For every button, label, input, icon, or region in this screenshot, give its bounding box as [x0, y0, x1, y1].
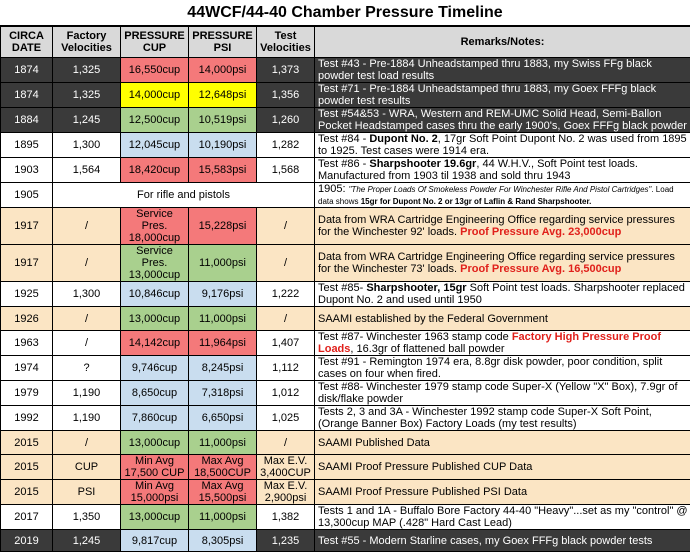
test-cell: 1,260 [257, 108, 315, 133]
date-cell: 1963 [1, 331, 53, 356]
date-cell: 2015 [1, 480, 53, 505]
table-row [1, 307, 690, 331]
notes-text: , 16.3gr of flattened ball powder [350, 343, 504, 355]
date-cell: 1874 [1, 58, 53, 83]
notes-text: . Load data shows [318, 185, 674, 206]
date-cell: 1979 [1, 381, 53, 406]
table-row [1, 58, 690, 83]
psi-cell: Max Avg 18,500CUP [189, 455, 257, 480]
date-cell: 1874 [1, 83, 53, 108]
test-cell: / [257, 208, 315, 245]
date-cell: 1895 [1, 133, 53, 158]
notes-text: Test #84 - [318, 133, 369, 145]
col-header-notes: Remarks/Notes: [315, 27, 690, 58]
notes-cell [315, 183, 690, 208]
table-row [1, 431, 690, 455]
cup-cell: 10,846cup [121, 282, 189, 307]
notes-cell: Test #54&53 - WRA, Western and REM-UMC Solid Head, Semi-Ballon Pocket Headstamped cases thru the early 1900's, Goex FFFg black powder [315, 108, 690, 133]
psi-cell: 8,245psi [189, 356, 257, 381]
psi-cell: 6,650psi [189, 406, 257, 431]
notes-cell: Tests 2, 3 and 3A - Winchester 1992 stamp code Super-X Soft Point, (Orange Banner Box) Factory Loads (my test results) [315, 406, 690, 431]
date-cell: 1926 [1, 307, 53, 331]
psi-cell: 14,000psi [189, 58, 257, 83]
psi-cell: 7,318psi [189, 381, 257, 406]
factory-cell: CUP [53, 455, 121, 480]
factory-cell: / [53, 431, 121, 455]
col-header-psi: PRESSURE PSI [189, 27, 257, 58]
factory-cell: / [53, 307, 121, 331]
cup-cell: 12,045cup [121, 133, 189, 158]
notes-cell: Test #71 - Pre-1884 Unheadstamped thru 1883, my Goex FFFg black powder test results [315, 83, 690, 108]
factory-cell: / [53, 331, 121, 356]
table-row [1, 331, 690, 356]
psi-cell: 11,000psi [189, 307, 257, 331]
page-title: 44WCF/44-40 Chamber Pressure Timeline [0, 0, 690, 26]
notes-cell: Test #88- Winchester 1979 stamp code Super-X (Yellow "X" Box), 7.9gr of disk/flake powder [315, 381, 690, 406]
notes-text: 1905: [318, 183, 349, 195]
cup-cell: 12,500cup [121, 108, 189, 133]
factory-cell: 1,300 [53, 282, 121, 307]
psi-cell: 12,648psi [189, 83, 257, 108]
notes-text: , 17gr Soft Point Dupont No. 2 was used from 1895 to 1925. Test cases were 1914 era. [318, 133, 687, 157]
table-row [1, 133, 690, 158]
factory-cell: PSI [53, 480, 121, 505]
date-cell: 1992 [1, 406, 53, 431]
psi-cell: 15,583psi [189, 158, 257, 183]
factory-cell: 1,350 [53, 505, 121, 530]
factory-cell: 1,190 [53, 381, 121, 406]
table-row [1, 356, 690, 381]
factory-cell: / [53, 208, 121, 245]
cup-cell: 9,817cup [121, 530, 189, 552]
notes-cell: SAAMI Proof Pressure Published PSI Data [315, 480, 690, 505]
factory-cell: 1,564 [53, 158, 121, 183]
table-row [1, 455, 690, 480]
date-cell: 1905 [1, 183, 53, 208]
cup-cell: Min Avg 17,500 CUP [121, 455, 189, 480]
test-cell: 1,112 [257, 356, 315, 381]
notes-cell [315, 158, 690, 183]
table-row [1, 530, 690, 552]
notes-highlight: Proof Pressure Avg. 16,500cup [460, 263, 621, 275]
notes-cell: SAAMI Published Data [315, 431, 690, 455]
psi-cell: 8,305psi [189, 530, 257, 552]
notes-cell: Test #43 - Pre-1884 Unheadstamped thru 1883, my Swiss FFg black powder test load results [315, 58, 690, 83]
cup-cell: 13,000cup [121, 505, 189, 530]
cup-cell: 14,000cup [121, 83, 189, 108]
psi-cell: 10,519psi [189, 108, 257, 133]
date-cell: 1903 [1, 158, 53, 183]
col-header-factory: Factory Velocities [53, 27, 121, 58]
factory-cell: 1,245 [53, 108, 121, 133]
date-cell: 2019 [1, 530, 53, 552]
header-row [1, 27, 690, 58]
factory-cell: 1,245 [53, 530, 121, 552]
psi-cell: 15,228psi [189, 208, 257, 245]
cup-cell: 9,746cup [121, 356, 189, 381]
cup-cell: 8,650cup [121, 381, 189, 406]
notes-text: Soft Point test loads. Sharpshooter replaced Dupont No. 2 and used until 1950 [318, 282, 685, 306]
col-header-date: CIRCA DATE [1, 27, 53, 58]
test-cell: Max E.V. 3,400CUP [257, 455, 315, 480]
notes-bold: Sharpshooter 19.6gr [369, 158, 476, 170]
test-cell: 1,282 [257, 133, 315, 158]
merged-cell: For rifle and pistols [53, 183, 315, 208]
notes-text: Test #85- [318, 282, 366, 294]
factory-cell: / [53, 245, 121, 282]
psi-cell: 11,000psi [189, 245, 257, 282]
table-row [1, 480, 690, 505]
notes-bold: Sharpshooter, 15gr [366, 282, 466, 294]
test-cell: / [257, 245, 315, 282]
table-row [1, 83, 690, 108]
psi-cell: 11,000psi [189, 505, 257, 530]
table-row [1, 406, 690, 431]
date-cell: 2015 [1, 431, 53, 455]
notes-text: Data from WRA Cartridge Engineering Office regarding service pressures for the Winchester 92' loads. [318, 214, 675, 238]
factory-cell: ? [53, 356, 121, 381]
test-cell: Max E.V. 2,900psi [257, 480, 315, 505]
notes-cell [315, 331, 690, 356]
notes-cell: SAAMI established by the Federal Government [315, 307, 690, 331]
factory-cell: 1,190 [53, 406, 121, 431]
cup-cell: 14,142cup [121, 331, 189, 356]
psi-cell: 11,000psi [189, 431, 257, 455]
notes-highlight: Factory High Pressure Proof Loads [318, 331, 661, 355]
psi-cell: 11,964psi [189, 331, 257, 356]
notes-bold: Dupont No. 2 [369, 133, 437, 145]
notes-cell: Tests 1 and 1A - Buffalo Bore Factory 44-40 "Heavy"...set as my "control" @ 13,300cup MAP (.428" Hard Cast Lead) [315, 505, 690, 530]
test-cell: 1,025 [257, 406, 315, 431]
cup-cell: Min Avg 15,000psi [121, 480, 189, 505]
date-cell: 1884 [1, 108, 53, 133]
notes-cell [315, 133, 690, 158]
test-cell: 1,407 [257, 331, 315, 356]
test-cell: 1,235 [257, 530, 315, 552]
test-cell: 1,382 [257, 505, 315, 530]
cup-cell: 13,000cup [121, 431, 189, 455]
test-cell: / [257, 307, 315, 331]
test-cell: 1,222 [257, 282, 315, 307]
test-cell: 1,012 [257, 381, 315, 406]
cup-cell: 18,420cup [121, 158, 189, 183]
notes-quote: "The Proper Loads Of Smokeless Powder For Winchester Rifle And Pistol Cartridges" [349, 185, 652, 194]
notes-highlight: Proof Pressure Avg. 23,000cup [460, 226, 621, 238]
test-cell: 1,568 [257, 158, 315, 183]
cup-cell: 13,000cup [121, 307, 189, 331]
cup-cell: Service Pres. 13,000cup [121, 245, 189, 282]
notes-cell: Test #55 - Modern Starline cases, my Goex FFFg black powder tests [315, 530, 690, 552]
test-cell: 1,373 [257, 58, 315, 83]
table-row [1, 108, 690, 133]
pressure-table [0, 26, 690, 552]
cup-cell: 7,860cup [121, 406, 189, 431]
date-cell: 2017 [1, 505, 53, 530]
factory-cell: 1,325 [53, 83, 121, 108]
col-header-test: Test Velocities [257, 27, 315, 58]
table-row [1, 158, 690, 183]
table-row [1, 183, 690, 208]
notes-text: Data from WRA Cartridge Engineering Office regarding service pressures for the Winchester 73' loads. [318, 251, 675, 275]
table-row [1, 245, 690, 282]
col-header-cup: PRESSURE CUP [121, 27, 189, 58]
date-cell: 1917 [1, 208, 53, 245]
date-cell: 1974 [1, 356, 53, 381]
test-cell: 1,356 [257, 83, 315, 108]
cup-cell: Service Pres. 18,000cup [121, 208, 189, 245]
notes-text: Test #87- Winchester 1963 stamp code [318, 331, 512, 343]
date-cell: 1917 [1, 245, 53, 282]
notes-cell [315, 208, 690, 245]
psi-cell: 10,190psi [189, 133, 257, 158]
notes-text: , 44 W.H.V., Soft Point test loads. Manufactured from 1903 til 1938 and sold thru 1943 [318, 158, 638, 182]
table-row [1, 381, 690, 406]
factory-cell: 1,300 [53, 133, 121, 158]
date-cell: 2015 [1, 455, 53, 480]
notes-text: Test #86 - [318, 158, 369, 170]
table-row [1, 282, 690, 307]
date-cell: 1925 [1, 282, 53, 307]
table-row [1, 208, 690, 245]
notes-cell: Test #91 - Remington 1974 era, 8.8gr disk powder, poor condition, split cases on four when fired. [315, 356, 690, 381]
cup-cell: 16,550cup [121, 58, 189, 83]
factory-cell: 1,325 [53, 58, 121, 83]
psi-cell: 9,176psi [189, 282, 257, 307]
table-row [1, 505, 690, 530]
notes-cell: SAAMI Proof Pressure Published CUP Data [315, 455, 690, 480]
notes-bold: 15gr for Dupont No. 2 or 13gr of Laflin & Rand Sharpshooter. [361, 197, 592, 206]
notes-cell [315, 245, 690, 282]
test-cell: / [257, 431, 315, 455]
notes-cell [315, 282, 690, 307]
psi-cell: Max Avg 15,500psi [189, 480, 257, 505]
